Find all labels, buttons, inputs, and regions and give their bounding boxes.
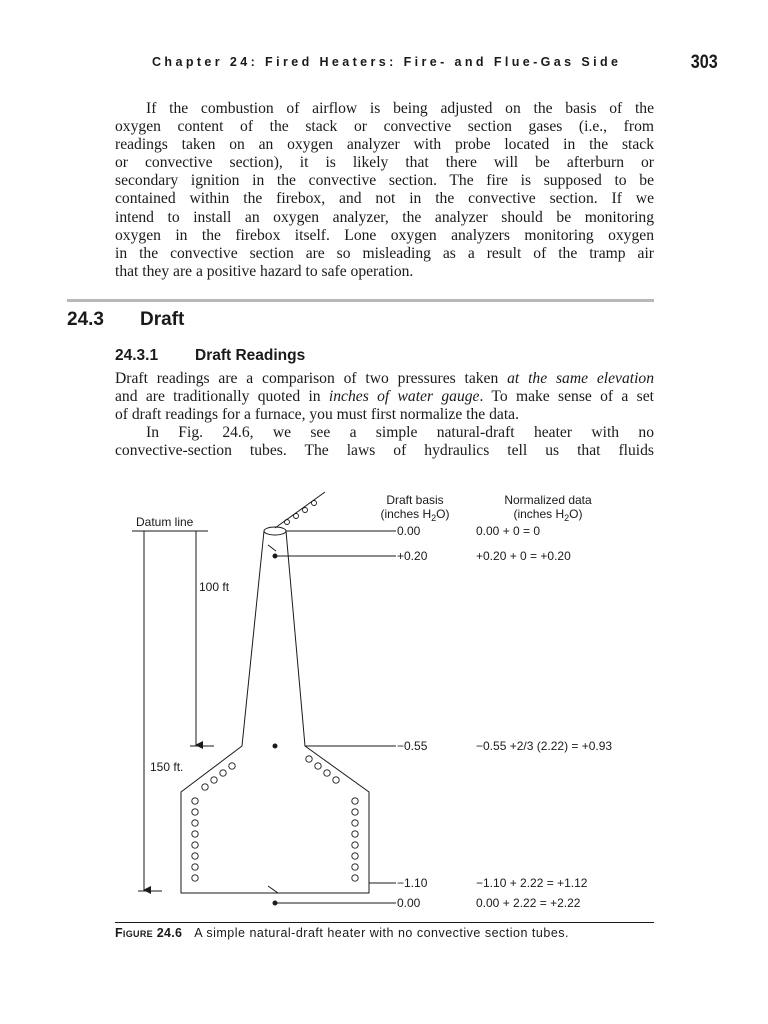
text-line: intend to install an oxygen analyzer, the analyzer should be monitoring — [115, 208, 654, 226]
text-line: in the convective section are so misleading as a result of the tramp air — [115, 244, 654, 262]
running-header — [152, 52, 722, 76]
text-line: that they are a positive hazard to safe operation. — [115, 262, 414, 280]
smoke-plume — [275, 492, 325, 528]
tap-point — [273, 901, 277, 905]
smoke-puff — [285, 520, 290, 525]
stack-top — [264, 527, 286, 535]
tube — [352, 864, 358, 870]
tube — [192, 842, 198, 848]
normalized-reading: 0.00 + 2.22 = +2.22 — [476, 896, 581, 910]
section-heading — [67, 309, 184, 331]
draft-reading: −0.55 — [397, 739, 428, 753]
text-line: or convective section), it is likely that there will be afterburn or — [115, 154, 654, 172]
tube — [333, 777, 339, 783]
tube — [352, 809, 358, 815]
tube — [192, 820, 198, 826]
text-line: of draft readings for a furnace, you must first normalize the data. — [115, 406, 519, 424]
normalized-reading: +0.20 + 0 = +0.20 — [476, 549, 571, 563]
text-line: oxygen in the firebox itself. Lone oxygen analyzers monitoring oxygen — [115, 226, 654, 244]
tap-point — [273, 744, 277, 748]
subscript: 2 — [431, 513, 437, 523]
tube — [352, 831, 358, 837]
tube — [192, 864, 198, 870]
emphasis: inches of water gauge — [328, 388, 480, 406]
section-title: Draft — [140, 309, 185, 330]
header-run: (inches H — [513, 507, 565, 521]
tube — [192, 853, 198, 859]
text-line: readings taken on an oxygen analyzer with probe located in the stack — [115, 136, 654, 154]
height-150-label: 150 ft. — [150, 760, 184, 774]
text-line: convective-section tubes. The laws of hydraulics tell us that fluids — [115, 442, 654, 460]
text-line: In Fig. 24.6, we see a simple natural-draft heater with no — [146, 424, 654, 441]
col2-header-line1: Normalized data — [504, 493, 592, 507]
tube — [220, 770, 226, 776]
tube — [211, 777, 217, 783]
subsection-number: 24.3.1 — [115, 347, 159, 364]
page-number: 303 — [691, 52, 718, 73]
text-run: Draft readings are a comparison of two pressures taken — [115, 370, 508, 387]
heater-outline — [181, 492, 369, 893]
subscript: 2 — [564, 513, 570, 523]
subsection-heading — [115, 347, 305, 365]
tube — [352, 842, 358, 848]
text-line: If the combustion of airflow is being adjusted on the basis of the — [146, 100, 654, 117]
col1-header-line2 — [380, 507, 449, 523]
header-run: (inches H — [380, 507, 432, 521]
tube — [315, 763, 321, 769]
normalized-reading: −0.55 +2/3 (2.22) = +0.93 — [476, 739, 613, 753]
text-line: contained within the firebox, and not in the convective section. If we — [115, 190, 654, 208]
figure-paragraph — [115, 424, 654, 460]
draft-reading: +0.20 — [397, 549, 428, 563]
chapter-title: Chapter 24: Fired Heaters: Fire- and Flue-Gas Side — [152, 55, 622, 69]
draft-reading: 0.00 — [397, 524, 421, 538]
tube — [229, 763, 235, 769]
text-run: . To make sense of a set — [479, 388, 654, 406]
col1-header-line1: Draft basis — [386, 493, 444, 507]
col2-header-line2 — [513, 507, 582, 523]
smoke-puff — [303, 508, 308, 513]
tube — [192, 809, 198, 815]
datum-label: Datum line — [136, 515, 194, 529]
normalized-reading: 0.00 + 0 = 0 — [476, 524, 541, 538]
section-number: 24.3 — [67, 309, 104, 330]
tube — [192, 831, 198, 837]
text-run: and are traditionally quoted in — [115, 388, 329, 406]
tube — [352, 875, 358, 881]
text-line — [115, 370, 654, 388]
draft-paragraph — [115, 370, 654, 424]
draft-reading: −1.10 — [397, 876, 428, 890]
measurement-points — [268, 531, 396, 905]
emphasis: at the same elevation — [507, 370, 655, 387]
normalized-reading: −1.10 + 2.22 = +1.12 — [476, 876, 588, 890]
text-line — [115, 388, 654, 406]
tube — [202, 784, 208, 790]
header-run: O) — [569, 507, 583, 521]
text-line: secondary ignition in the convective section. The fire is supposed to be — [115, 172, 654, 190]
intro-paragraph — [115, 100, 654, 281]
smoke-puffs — [285, 501, 317, 525]
smoke-puff — [294, 514, 299, 519]
figure-24-6 — [0, 480, 768, 920]
text-line: oxygen content of the stack or convective section gases (i.e., from — [115, 118, 654, 136]
tube — [352, 820, 358, 826]
burner-damper — [268, 886, 278, 893]
tube — [306, 756, 312, 762]
height-100-label: 100 ft — [199, 580, 230, 594]
caption-rule — [115, 922, 654, 923]
radiant-tubes — [192, 756, 358, 881]
tube — [352, 853, 358, 859]
tube — [324, 770, 330, 776]
section-divider — [67, 299, 654, 302]
tube — [192, 875, 198, 881]
smoke-puff — [312, 501, 317, 506]
tap-point — [273, 554, 277, 558]
heater-diagram — [0, 480, 768, 920]
caption-label: Figure 24.6 — [115, 926, 183, 940]
header-run: O) — [436, 507, 450, 521]
tube — [352, 798, 358, 804]
caption-text: A simple natural-draft heater with no convective section tubes. — [194, 926, 569, 940]
damper — [268, 545, 276, 551]
figure-caption — [115, 926, 569, 940]
subsection-title: Draft Readings — [195, 347, 306, 364]
draft-reading: 0.00 — [397, 896, 421, 910]
tube — [192, 798, 198, 804]
